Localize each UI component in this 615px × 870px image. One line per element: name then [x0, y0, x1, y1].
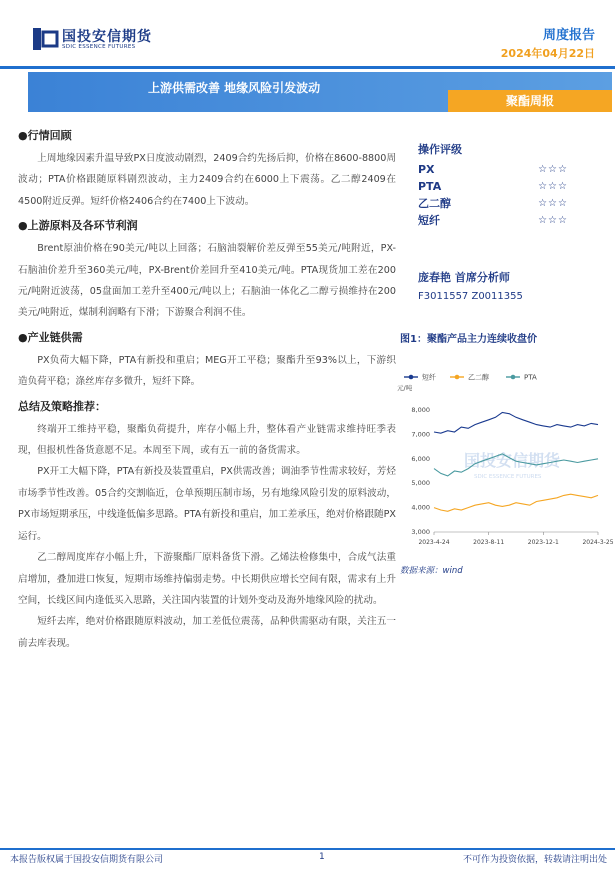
rating-title: 操作评级 — [418, 143, 462, 156]
section-market-review — [18, 128, 396, 212]
section-paragraph: 终端开工维持平稳，聚酯负荷提升，库存小幅上升，整体看产业链需求维持旺季表现，但报机性备货意愿不足。本周至下周，或有五一前的备货需求。 — [18, 423, 396, 457]
figure-title: 图1：聚酯产品主力连续收盘价 — [400, 334, 537, 345]
section-paragraph: 短纤去库，绝对价格跟随原料波动，加工差低位震荡，品种供需驱动有限，关注五一前去库表现。 — [18, 616, 396, 649]
sidebar — [418, 122, 608, 302]
y-axis-label: 元/吨 — [397, 384, 413, 392]
price-chart — [392, 366, 614, 556]
legend-marker — [409, 375, 414, 380]
report-title: 上游供需改善 地缘风险引发波动 — [148, 81, 321, 95]
footer-copyright: 本报告版权属于国投安信期货有限公司 — [10, 855, 164, 865]
rating-product: 乙二醇 — [418, 197, 451, 210]
company-name: 国投安信期货 — [62, 29, 152, 45]
footer-disclaimer: 不可作为投资依据，转载请注明出处 — [462, 855, 607, 865]
legend-marker — [511, 375, 516, 380]
legend-label: 短纤 — [422, 373, 436, 382]
rating-product: PTA — [418, 180, 442, 193]
header-divider — [0, 66, 615, 69]
series-line — [434, 494, 598, 511]
page-number: 1 — [319, 852, 325, 862]
section-paragraph: PX开工大幅下降，PTA有新投及装置重启，PX供需改善；调油季节性需求较好，芳烃市场季节性改善。05合约交割临近，仓单预期压制市场，另有地缘风险引发的原料波动，PX市场短期承压，中线逢低偏多思路。PTA有新投和重启，加工差承压，绝对价格跟随PX运行。 — [18, 466, 396, 542]
rating-product: PX — [418, 163, 435, 176]
x-tick-label: 2024-3-25 — [582, 539, 614, 546]
section-heading: 总结及策略推荐： — [18, 399, 106, 413]
legend-marker — [455, 375, 460, 380]
y-tick-label: 8,000 — [411, 406, 430, 414]
report-category-tag: 聚酯周报 — [448, 90, 612, 112]
rating-row — [418, 212, 568, 229]
price-chart-svg — [392, 366, 614, 556]
rating-product: 短纤 — [418, 214, 440, 227]
watermark-text-en: SDIC ESSENCE FUTURES — [474, 474, 542, 480]
x-tick-label: 2023-4-24 — [418, 539, 450, 546]
y-tick-label: 6,000 — [411, 454, 430, 463]
rating-stars: ☆☆☆ — [538, 215, 568, 226]
company-logo-icon — [33, 28, 59, 50]
title-banner — [28, 72, 612, 112]
y-tick-label: 7,000 — [411, 430, 430, 439]
analyst-name: 庞春艳 首席分析师 — [418, 271, 510, 284]
section-upstream-profit — [18, 218, 396, 324]
section-paragraph: Brent原油价格在90美元/吨以上回落；石脑油裂解价差反弹至55美元/吨附近，PX-石脑油价差升至360美元/吨，PX-Brent价差回升至410美元/吨。PTA现货加工差在200元/吨附近波荡，05盘面加工差升至400元/吨以上；石脑油一体化乙二醇亏损维持在200美元/吨附近，煤制利润略有下滑；下游聚合利润不佳。 — [18, 243, 396, 319]
x-tick-label: 2023-12-1 — [527, 539, 559, 546]
report-body — [18, 122, 396, 654]
section-heading: ●上游原料及各环节利润 — [18, 219, 138, 233]
section-heading: ●行情回顾 — [18, 129, 72, 142]
company-name-en: SDIC ESSENCE FUTURES — [62, 44, 136, 50]
section-paragraph: 上周地缘因素升温导致PX日度波动剧烈，2409合约先扬后抑，价格在8600-8800周波动；PTA价格跟随原料剧烈波动，主力2409合约在6000上下震荡。乙二醇2409在4500附近反弹。短纤价格2406合约在7400上下波动。 — [18, 153, 396, 207]
section-paragraph: 乙二醇周度库存小幅上升，下游聚酯厂原料备货下滑。乙烯法检修集中，合成气法重启增加，叠加进口恢复，短期市场维持偏弱走势。中长期供应增长空间有限，需求有上升空间，长线区间内逢低买入思路，关注国内装置的计划外变动及海外地缘风险的扰动。 — [18, 552, 396, 606]
x-tick-label: 2023-8-11 — [473, 539, 505, 546]
series-line — [434, 412, 598, 433]
rating-row — [418, 178, 568, 195]
y-tick-label: 5,000 — [411, 479, 430, 488]
y-tick-label: 3,000 — [411, 528, 430, 536]
rating-stars: ☆☆☆ — [538, 181, 568, 192]
footer-divider — [0, 848, 615, 850]
section-supply-demand — [18, 330, 396, 393]
rating-stars: ☆☆☆ — [538, 164, 568, 175]
watermark-text: 国投安信期货 — [464, 451, 561, 470]
rating-row — [418, 195, 568, 212]
section-paragraph: PX负荷大幅下降，PTA有新投和重启；MEG开工平稳；聚酯升至93%以上，下游织造负荷平稳；涤丝库存多微升，短纤下降。 — [18, 354, 396, 388]
y-tick-label: 4,000 — [411, 503, 430, 512]
rating-stars: ☆☆☆ — [538, 198, 568, 209]
legend-label: PTA — [524, 373, 537, 382]
analyst-license-ids: F3011557 Z0011355 — [418, 291, 523, 302]
section-heading: ●产业链供需 — [18, 330, 83, 344]
legend-label: 乙二醇 — [468, 373, 489, 382]
report-date: 2024年04月22日 — [500, 47, 595, 60]
report-type: 周度报告 — [542, 28, 595, 43]
rating-row — [418, 161, 568, 178]
figure-source: 数据来源：wind — [400, 566, 463, 576]
section-strategy — [18, 399, 396, 654]
